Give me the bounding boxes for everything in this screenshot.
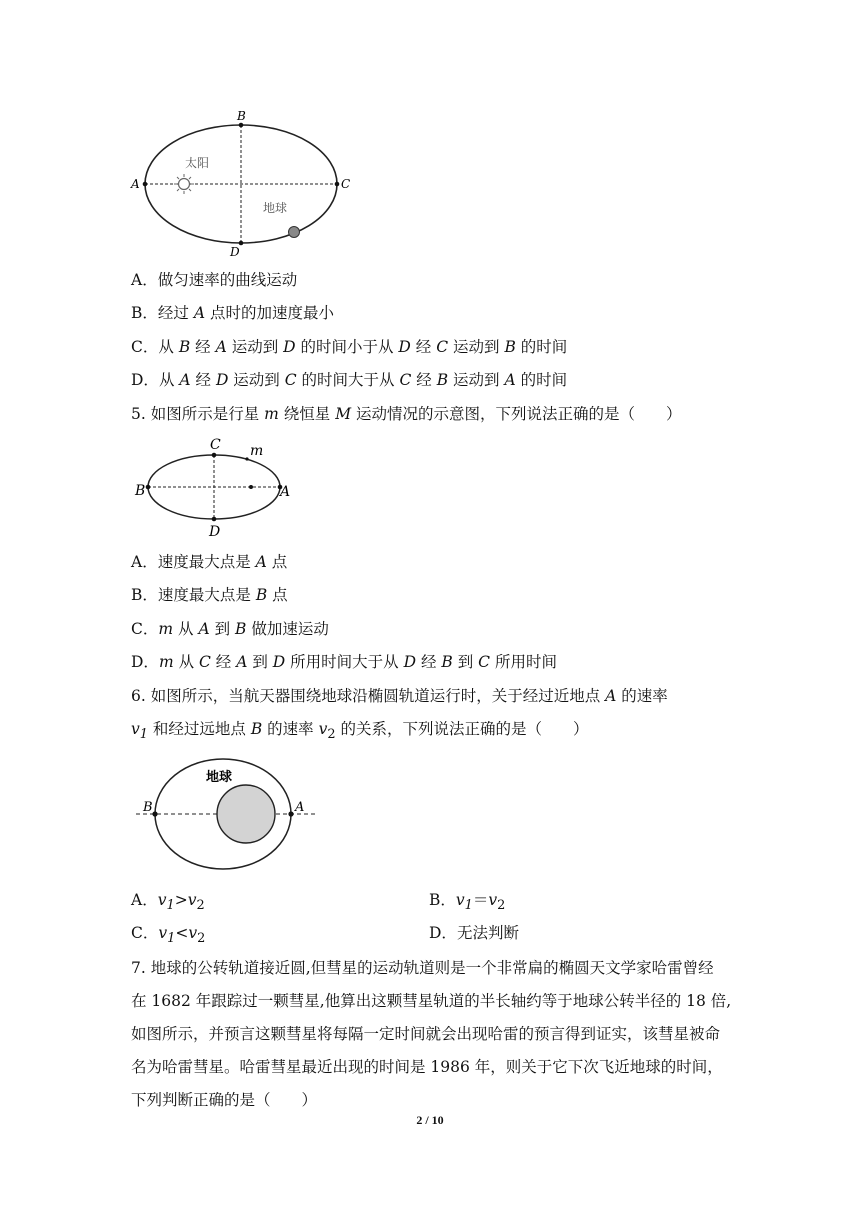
- figure-planet-orbit: [130, 434, 300, 540]
- label-B: B: [143, 800, 153, 815]
- q7-stem-line3: 如图所示，并预言这颗彗星将每隔一定时间就会出现哈雷的预言得到证实，该彗星被命: [131, 1025, 721, 1043]
- q5-option-d: D．m 从 C 经 A 到 D 所用时间大于从 D 经 B 到 C 所用时间: [131, 653, 557, 671]
- q6-option-b: B．$v_1=v_2$: [429, 891, 506, 914]
- q6-option-c: C．$v_1<v_2$: [131, 924, 206, 947]
- label-A: A: [131, 177, 140, 191]
- label-D: D: [209, 524, 221, 540]
- q5-option-c: C．m 从 A 到 B 做加速运动: [131, 620, 329, 638]
- sun-icon: [174, 174, 194, 194]
- planet-m-icon: [245, 457, 248, 460]
- label-m: m: [250, 443, 264, 459]
- label-B: B: [237, 109, 246, 123]
- q4-option-d: D．从 A 经 D 运动到 C 的时间大于从 C 经 B 运动到 A 的时间: [131, 371, 568, 389]
- q5-stem: 5. 如图所示是行星 m 绕恒星 M 运动情况的示意图，下列说法正确的是（ ）: [131, 405, 682, 423]
- q5-option-b: B．速度最大点是 B 点: [131, 586, 288, 604]
- q7-stem-line5: 下列判断正确的是（ ）: [131, 1091, 318, 1109]
- q7-stem-line2: 在 1682 年跟踪过一颗彗星,他算出这颗彗星轨道的半长轴约等于地球公转半径的 18 倍,: [131, 992, 732, 1010]
- q4-option-b: B．经过 A 点时的加速度最小: [131, 304, 334, 322]
- label-earth: 地球: [263, 201, 288, 215]
- q7-stem-line4: 名为哈雷彗星。哈雷彗星最近出现的时间是 1986 年，则关于它下次飞近地球的时间，: [131, 1058, 723, 1076]
- label-C: C: [341, 177, 351, 191]
- earth-icon: [217, 785, 275, 843]
- label-A: A: [295, 800, 305, 815]
- earth-icon: [289, 227, 300, 238]
- figure-spacecraft-orbit: [134, 756, 324, 874]
- q4-option-c: C．从 B 经 A 运动到 D 的时间小于从 D 经 C 运动到 B 的时间: [131, 338, 568, 356]
- q4-option-a: A．做匀速率的曲线运动: [131, 271, 298, 289]
- q7-stem-line1: 7. 地球的公转轨道接近圆,但彗星的运动轨道则是一个非常扁的椭圆天文学家哈雷曾经: [131, 959, 714, 977]
- label-D: D: [230, 245, 240, 259]
- label-sun: 太阳: [185, 156, 210, 170]
- page-number: 2 / 10: [416, 1113, 444, 1127]
- q6-stem-line1: 6. 如图所示，当航天器围绕地球沿椭圆轨道运行时，关于经过近地点 A 的速率: [131, 687, 668, 705]
- label-A: A: [280, 484, 291, 500]
- label-B: B: [135, 483, 146, 499]
- label-earth: 地球: [206, 770, 233, 785]
- star-M-icon: [249, 485, 253, 489]
- q6-option-d: D．无法判断: [429, 924, 519, 942]
- figure-earth-orbit: [125, 104, 365, 264]
- label-C: C: [210, 437, 221, 453]
- q6-stem-line2: $v_1$ 和经过远地点 B 的速率 $v_2$ 的关系，下列说法正确的是（ ）: [131, 720, 589, 743]
- q6-option-a: A．$v_1>v_2$: [131, 891, 205, 914]
- q5-option-a: A．速度最大点是 A 点: [131, 553, 288, 571]
